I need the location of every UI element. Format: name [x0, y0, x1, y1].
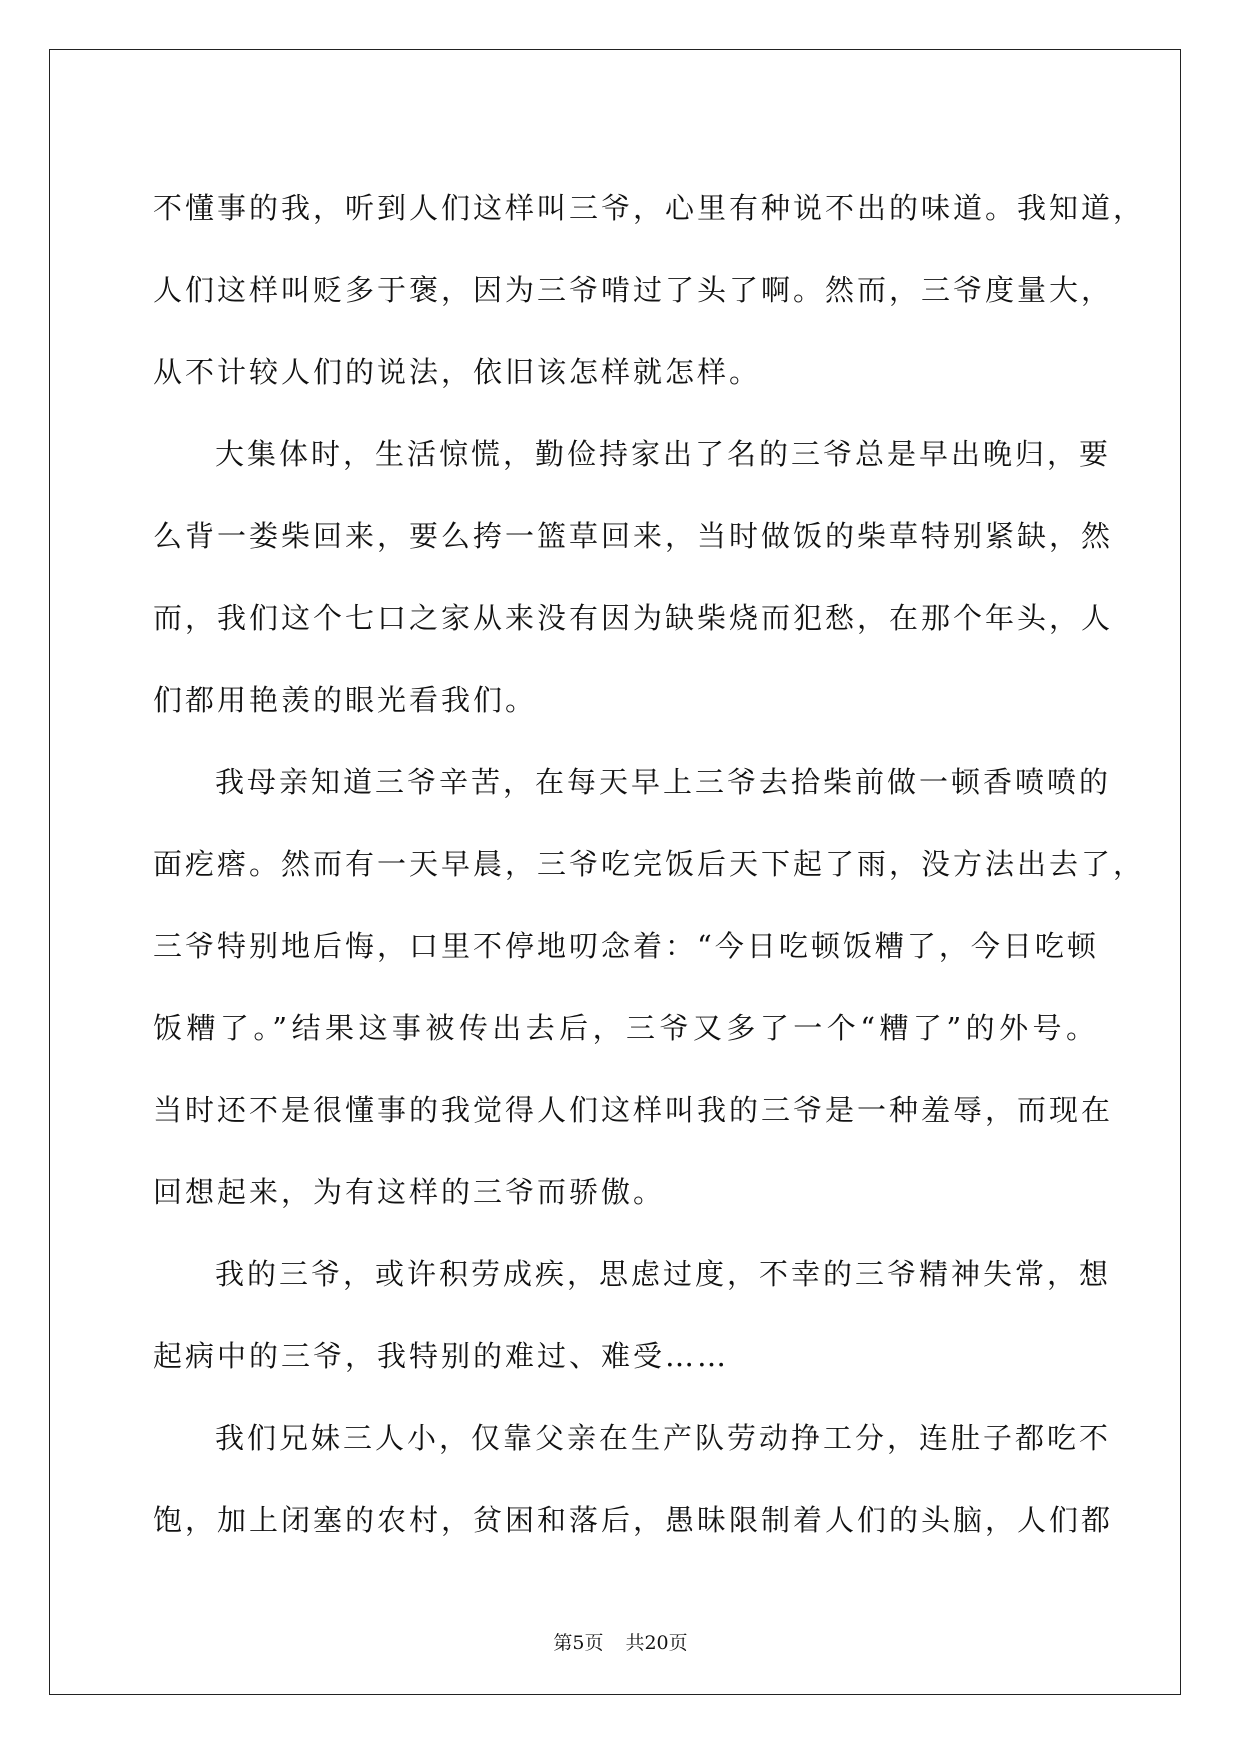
text-line: 们都用艳羡的眼光看我们。 — [153, 683, 538, 717]
page-total: 共20页 — [625, 1632, 688, 1654]
text-line: 面疙瘩。然而有一天早晨，三爷吃完饭后天下起了雨，没方法出去了， — [153, 847, 1146, 881]
text-line: 不懂事的我，听到人们这样叫三爷，心里有种说不出的味道。我知道， — [153, 191, 1146, 225]
text-line: 人们这样叫贬多于褒，因为三爷啃过了头了啊。然而，三爷度量大， — [153, 273, 1114, 307]
text-line: 回想起来，为有这样的三爷而骄傲。 — [153, 1175, 666, 1209]
text-line: 当时还不是很懂事的我觉得人们这样叫我的三爷是一种羞辱，而现在 — [153, 1093, 1114, 1127]
text-line: 饭糟了。”结果这事被传出去后，三爷又多了一个“糟了”的外号。 — [153, 1011, 1098, 1045]
document-body — [153, 167, 1146, 1561]
text-line: 我们兄妹三人小，仅靠父亲在生产队劳动挣工分，连肚子都吃不 — [215, 1421, 1112, 1455]
text-line: 从不计较人们的说法，依旧该怎样就怎样。 — [153, 355, 762, 389]
page-number: 第5页 — [553, 1632, 604, 1654]
text-line: 三爷特别地后悔，口里不停地叨念着：“今日吃顿饭糟了，今日吃顿 — [153, 929, 1099, 963]
text-line: 么背一娄柴回来，要么挎一篮草回来，当时做饭的柴草特别紧缺，然 — [153, 519, 1114, 553]
text-line: 饱，加上闭塞的农村，贫困和落后，愚昧限制着人们的头脑，人们都 — [153, 1503, 1114, 1537]
page-footer — [0, 1628, 1241, 1655]
text-line: 我的三爷，或许积劳成疾，思虑过度，不幸的三爷精神失常，想 — [215, 1257, 1112, 1291]
text-line: 而，我们这个七口之家从来没有因为缺柴烧而犯愁，在那个年头，人 — [153, 601, 1114, 635]
text-line: 起病中的三爷，我特别的难过、难受…… — [153, 1339, 730, 1373]
text-line: 我母亲知道三爷辛苦，在每天早上三爷去拾柴前做一顿香喷喷的 — [215, 765, 1112, 799]
text-line: 大集体时，生活惊慌，勤俭持家出了名的三爷总是早出晚归，要 — [215, 437, 1112, 471]
